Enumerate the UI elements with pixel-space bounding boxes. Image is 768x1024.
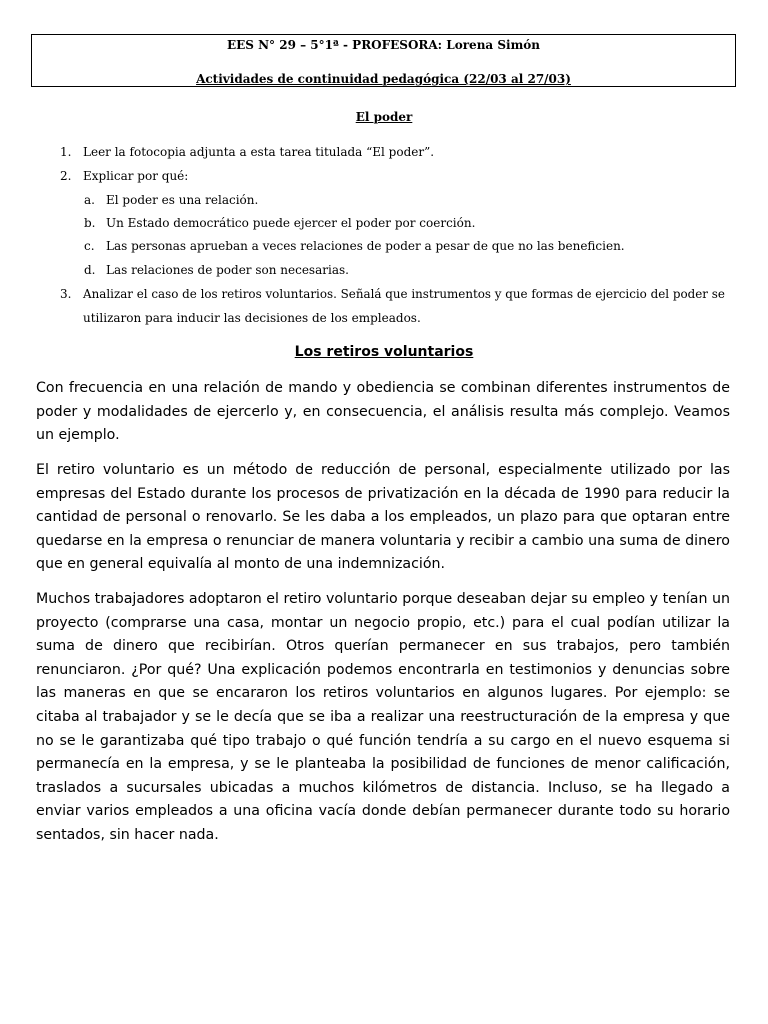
- list-text: Leer la fotocopia adjunta a esta tarea titulada “El poder”.: [83, 145, 435, 159]
- sub-list-letter: d.: [84, 263, 96, 277]
- list-number: 2.: [60, 169, 72, 183]
- reading-title: Los retiros voluntarios: [294, 344, 474, 360]
- paragraph: Muchos trabajadores adoptaron el retiro voluntario porque deseaban dejar su empleo y tenían un proyecto (comprarse una casa, montar un negocio propio, etc.) para el cual podían utilizar la suma de dinero que recibirían. Otros querían permanecer en sus trabajos, pero también renunciaron. ¿Por qué? Una explicación podemos encontrarla en testimonios y denuncias sobre las maneras en que se encararon los retiros voluntarios en algunos lugares. Por ejemplo: se citaba al trabajador y se le decía que se iba a realizar una reestructuración de la empresa y que no se le garantizaba qué tipo trabajo o qué función tendría a su cargo en el nuevo esquema si permanecía en la empresa, y se le planteaba la posibilidad de funciones de menor calificación, traslados a sucursales ubicadas a muchos kilómetros de distancia. Incluso, se ha llegado a enviar varios empleados a una oficina vacía donde debían permanecer durante todo su horario sentados, sin hacer nada.: [36, 591, 730, 843]
- list-text: utilizaron para inducir las decisiones de los empleados.: [83, 311, 421, 325]
- sub-list-text: Un Estado democrático puede ejercer el poder por coerción.: [106, 216, 476, 230]
- header-box: [31, 34, 736, 87]
- list-number: 3.: [60, 287, 72, 301]
- list-number: 1.: [60, 145, 72, 159]
- section-title: El poder: [355, 110, 413, 124]
- sub-list-text: El poder es una relación.: [106, 193, 259, 207]
- sub-list-letter: c.: [84, 239, 95, 253]
- sub-list-text: Las personas aprueban a veces relaciones de poder a pesar de que no las beneficien.: [106, 239, 625, 253]
- sub-list-letter: b.: [84, 216, 96, 230]
- header-course-teacher: EES N° 29 – 5°1ª - PROFESORA: Lorena Simón: [226, 38, 541, 52]
- paragraph: Con frecuencia en una relación de mando y obediencia se combinan diferentes instrumentos de poder y modalidades de ejercerlo y, en consecuencia, el análisis resulta más complejo. Veamos un ejemplo.: [36, 380, 730, 444]
- sub-list-text: Las relaciones de poder son necesarias.: [106, 263, 349, 277]
- list-text: Explicar por qué:: [83, 169, 189, 183]
- header-activities-title: Actividades de continuidad pedagógica (22/03 al 27/03): [196, 72, 571, 86]
- sub-list-letter: a.: [84, 193, 95, 207]
- paragraph: El retiro voluntario es un método de reducción de personal, especialmente utilizado por las empresas del Estado durante los procesos de privatización en la década de 1990 para reducir la cantidad de personal o renovarlo. Se les daba a los empleados, un plazo para que optaran entre quedarse en la empresa o renunciar de manera voluntaria y recibir a cambio una suma de dinero que en general equivalía al monto de una indemnización.: [36, 462, 730, 573]
- list-text: Analizar el caso de los retiros voluntarios. Señalá que instrumentos y que formas de ejercicio del poder se: [83, 287, 725, 301]
